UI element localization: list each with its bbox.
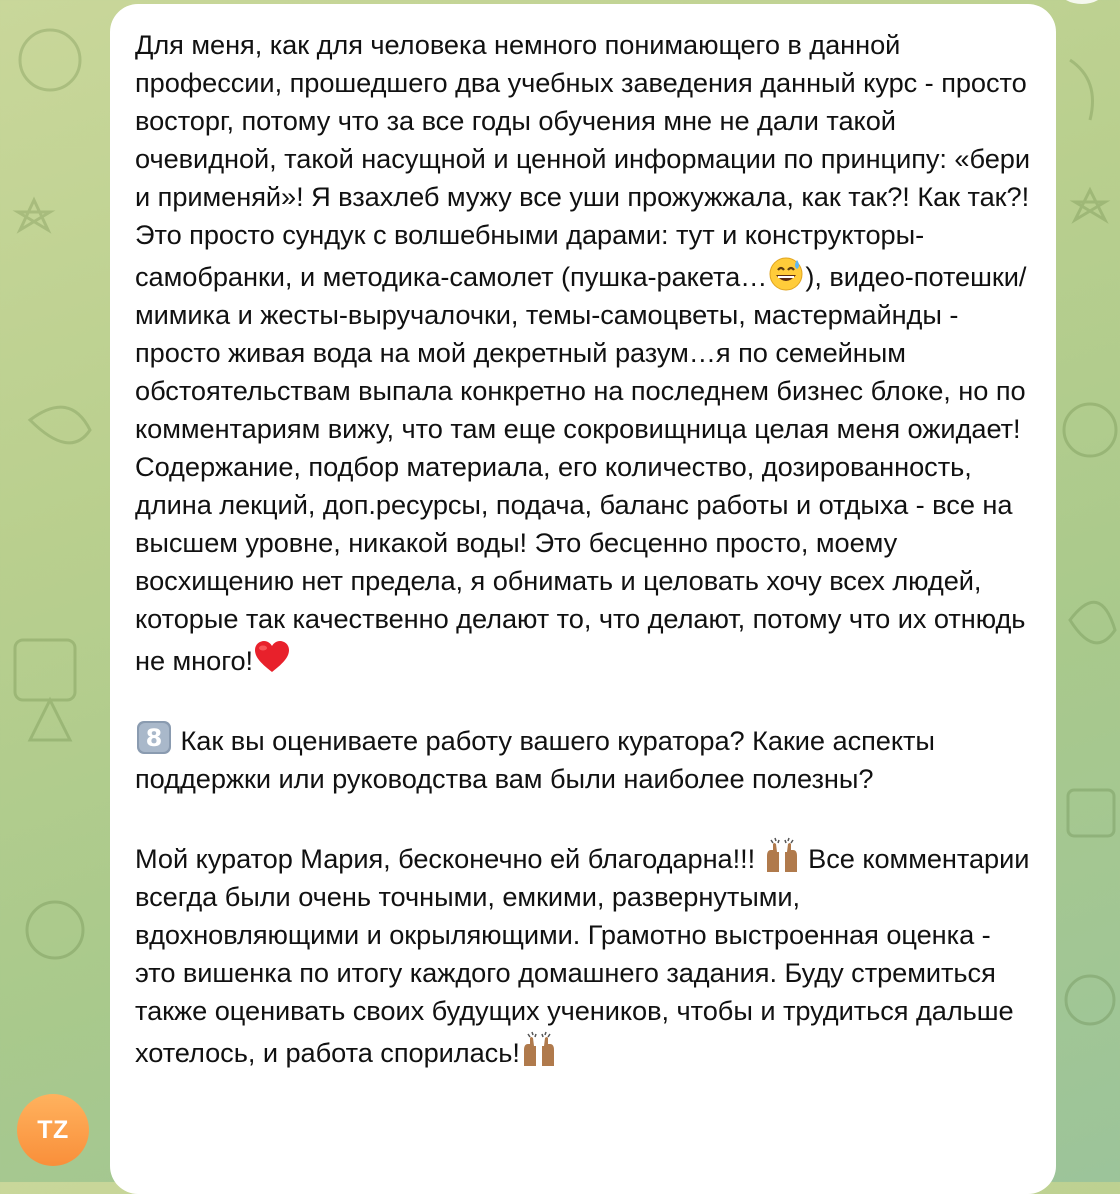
red-heart-icon [253, 638, 291, 676]
question-8: 8 Как вы оцениваете работу вашего куратора? Какие аспекты поддержки или руководства вам были наиболее полезны? [135, 718, 1030, 798]
message-paragraph-3: Мой куратор Мария, бесконечно ей благодарна!!! Все комментарии всегда были очень точными, емкими, развернутыми, вдохновляющими и окрыляющими. Грамотно выстроенная оценка - это вишенка по итогу каждого домашнего задания. Буду стремиться также оценивать своих будущих учеников, чтобы и трудиться дальше хотелось, и работа спорилась! [135, 836, 1030, 1072]
raising-hands-icon [763, 836, 801, 874]
grinning-face-with-sweat-icon [767, 254, 805, 292]
message-paragraph-2: Содержание, подбор материала, его количество, дозированность, длина лекций, доп.ресурсы, подача, баланс работы и отдыха - все на высшем уровне, никакой воды! Это бесценно просто, моему восхищению нет предела, я обнимать и целовать хочу всех людей, которые так качественно делают то, что делают, потому что их отнюдь не много! [135, 451, 1026, 676]
raising-hands-icon [520, 1030, 558, 1068]
message-text [135, 26, 1030, 1072]
avatar[interactable]: TZ [17, 1094, 89, 1166]
keycap-digit: 8 [145, 724, 163, 752]
message-bubble [110, 4, 1056, 1194]
keycap-digit-eight-icon [135, 718, 173, 756]
message-paragraph-1: Для меня, как для человека немного понимающего в данной профессии, прошедшего два учебных заведения данный курс - просто восторг, потому что за все годы обучения мне не дали такой очевидной, такой насущной и ценной информации по принципу: «бери и применяй»! Я взахлеб мужу все уши прожужжала, как так?! Как так?! Это просто сундук с волшебными дарами: тут и конструкторы-самобранки, и методика-самолет (пушка-ракета… ), видео-потешки/мимика и жесты-выручалочки, темы-самоцветы, мастермайнды - просто живая вода на мой декретный разум…я по семейным обстоятельствам выпала конкретно на последнем бизнес блоке, но по комментариям вижу, что там еще сокровищница целая меня ожидает! [135, 29, 1030, 444]
